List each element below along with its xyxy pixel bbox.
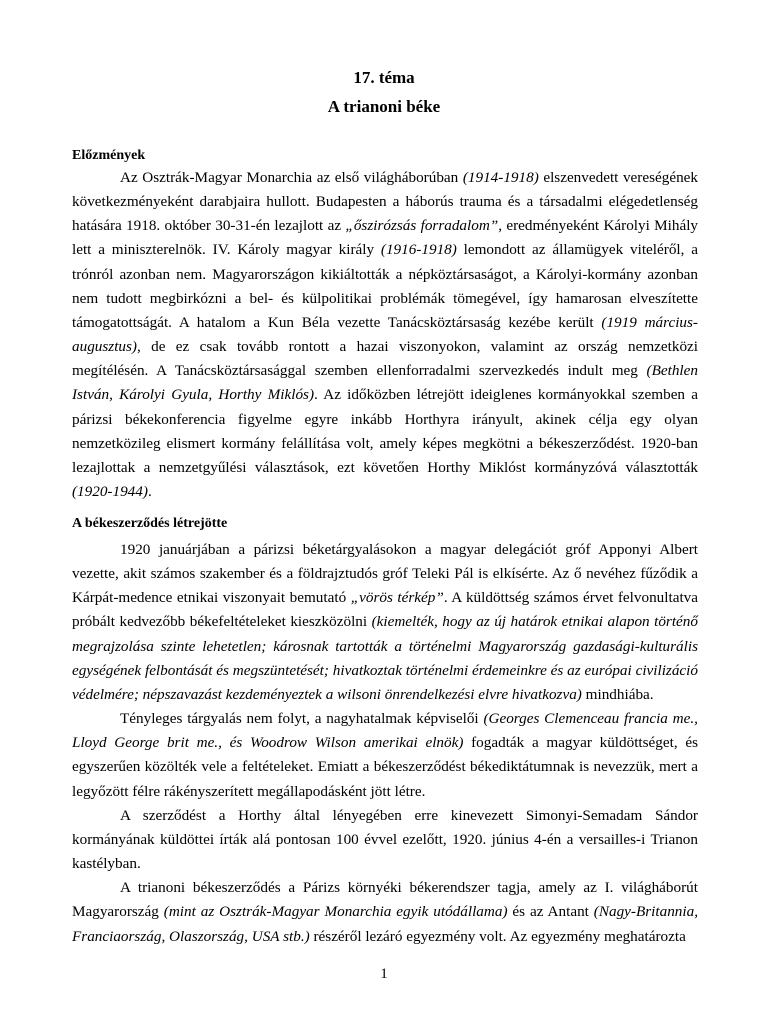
text-run: mindhiába. (581, 685, 654, 703)
text-run: részéről lezáró egyezmény volt. Az egyezmény meghatározta (309, 927, 686, 945)
italic-text-run: (1916-1918) (380, 241, 457, 259)
text-run: . (147, 483, 152, 501)
paragraph (72, 538, 698, 707)
text-run: , de ez csak tovább rontott a hazai viszonyokon, valamint az ország nemzetközi megítélésén. A Tanácsköztársasággal szemben ellenforradalmi szervezkedés indult meg (72, 338, 698, 380)
paragraph (72, 876, 698, 948)
paragraph (72, 707, 698, 804)
page-number: 1 (380, 966, 388, 982)
topic-number: 17. téma (353, 68, 415, 87)
section-body-background (72, 166, 698, 504)
italic-text-run: (Bethlen István, Károlyi Gyula, Horthy Miklós) (72, 362, 698, 404)
italic-text-run: (1914-1918) (462, 169, 539, 186)
text-run: Az Osztrák-Magyar Monarchia az első világháborúban (120, 169, 463, 186)
italic-text-run: (Nagy-Britannia, Franciaország, Olaszország, USA stb.) (72, 903, 698, 945)
text-run: . Az időközben létrejött ideiglenes kormányokkal szemben a párizsi békekonferencia figyelme egyre inkább Horthyra irányult, akinek célja egy olyan nemzetközileg elismert kormány felállítása volt, amely képes megkötni a békeszerződést. 1920-ban lezajlottak a nemzetgyűlési választások, ezt követően Horthy Miklóst kormányzóvá választották (72, 386, 699, 476)
text-run: , eredményeként Károlyi Mihály lett a miniszterelnök. IV. Károly magyar király (72, 217, 699, 259)
italic-text-run: „vörös térkép” (350, 589, 444, 607)
text-run: és az Antant (507, 903, 594, 921)
italic-text-run: (mint az Osztrák-Magyar Monarchia egyik utódállama) (163, 903, 508, 921)
italic-text-run: (1919 március-augusztus) (72, 313, 698, 356)
italic-text-run: „őszirózsás forradalom” (345, 217, 499, 235)
text-run: elszenvedett vereségének következményeként darabjaira hullott. Budapesten a háborús trauma és a társadalmi elégedetlenség hatására 1918. október 30-31-én lezajlott az (72, 169, 698, 235)
text-run: A szerződést a Horthy által lényegében erre kinevezett Simonyi-Semadam Sándor kormányának küldöttei írták alá pontosan 100 évvel ezelőtt, 1920. június 4-én a versailles-i Trianon kastélyban. (72, 806, 698, 873)
text-run: A trianoni békeszerződés a Párizs környéki békerendszer tagja, amely az I. világháborút Magyarország (72, 879, 698, 921)
italic-text-run: (1920-1944) (72, 483, 148, 501)
text-run: fogadták a magyar küldöttséget, és egyszerűen közölték vele a feltételeket. Emiatt a békeszerződést békediktátumnak is nevezzük, mert a legyőzött félre rákényszerített megállapodásként jött létre. (72, 734, 698, 800)
paragraph (72, 804, 698, 876)
page-title: A trianoni béke (327, 97, 441, 116)
text-run: 1920 januárjában a párizsi béketárgyalásokon a magyar delegációt gróf Apponyi Albert vezette, akit számos szakember és a földrajztudós gróf Teleki Pál is elkísérte. Az ő nevéhez fűződik a Kárpát-medence etnikai viszonyait bemutató (72, 541, 698, 607)
italic-text-run: (kiemelték, hogy az új határok etnikai alapon történő megrajzolása szinte lehetetlen; károsnak tartották a történelmi Magyarország gazdasági-kulturális egységének felbontását és megszüntetését; hivatkoztak történelmi érdemeinkre és az európai civilizáció védelmére; népszavazást kezdeményeztek a wilsoni önrendelkezési elvre hivatkozva) (72, 613, 698, 703)
text-run: lemondott az államügyek viteléről, a trónról azonban nem. Magyarországon kikiáltották a népköztársaságot, a Károlyi-kormány azonban nem tudott megbirkózni a bel- és külpolitikai problémák tömegével, így hamarosan elveszítette támogatottságát. A hatalom a Kun Béla vezette Tanácsköztársaság kezébe került (72, 241, 698, 331)
text-run: Tényleges tárgyalás nem folyt, a nagyhatalmak képviselői (120, 710, 484, 728)
text-run: . A küldöttség számos érvet felvonultatva próbált kedvezőbb békefeltételeket kieszközölni (72, 589, 698, 631)
italic-text-run: (Georges Clemenceau francia me., Lloyd George brit me., és Woodrow Wilson amerikai elnök) (72, 710, 698, 752)
section-body-treaty (72, 538, 698, 949)
paragraph (72, 166, 698, 504)
section-heading-treaty: A békeszerződés létrejötte (72, 516, 228, 531)
section-heading-background: Előzmények (72, 148, 146, 163)
